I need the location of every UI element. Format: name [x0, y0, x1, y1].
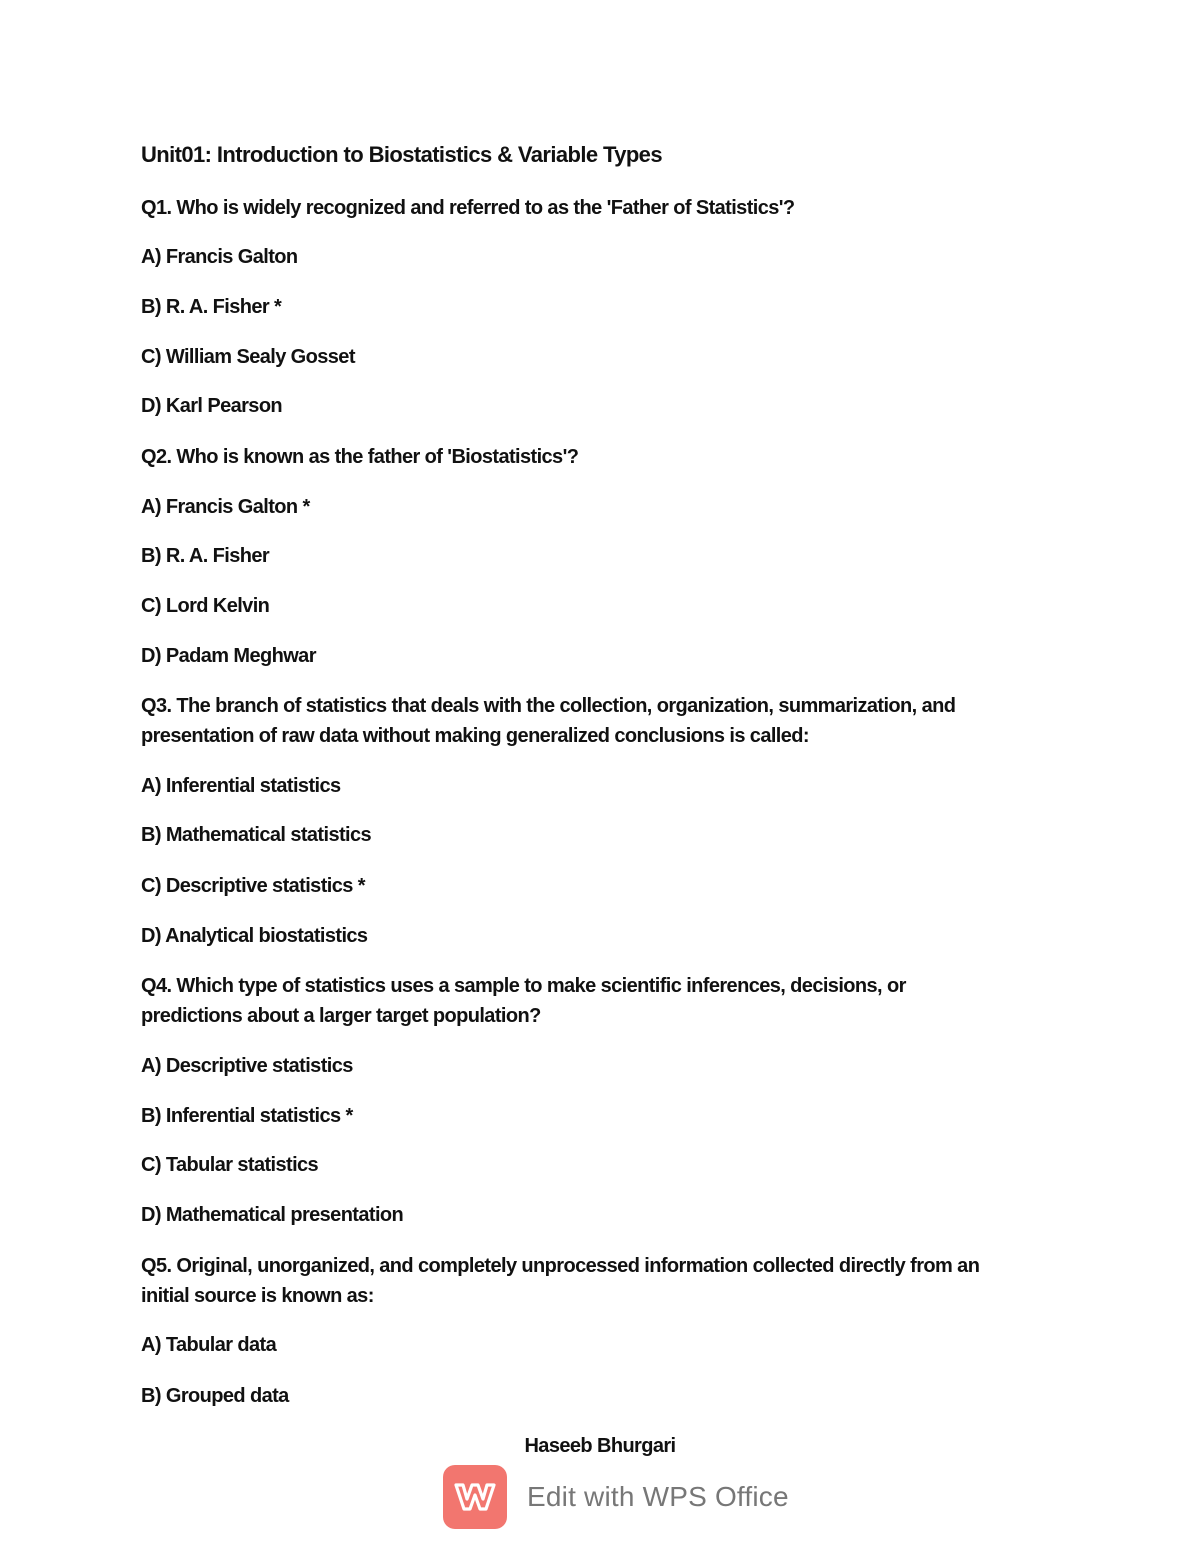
question-1: Q1. Who is widely recognized and referred to as the 'Father of Statistics'?: [141, 197, 795, 219]
wps-watermark[interactable]: [443, 1465, 789, 1529]
option-line: A) Tabular data: [141, 1334, 277, 1356]
document-page: [141, 0, 1041, 1553]
option-line: C) Tabular statistics: [141, 1154, 319, 1176]
question-5-continued: initial source is known as:: [141, 1285, 374, 1307]
footer-author-name: Haseeb Bhurgari: [524, 1435, 676, 1457]
question-4-continued: predictions about a larger target population?: [141, 1005, 541, 1027]
question-2: Q2. Who is known as the father of 'Biostatistics'?: [141, 446, 579, 468]
option-line: A) Francis Galton *: [141, 496, 310, 518]
option-line: B) Mathematical statistics: [141, 824, 372, 846]
wps-watermark-text[interactable]: Edit with WPS Office: [527, 1481, 789, 1512]
option-line: B) R. A. Fisher *: [141, 296, 282, 318]
option-line: C) Descriptive statistics *: [141, 875, 365, 897]
option-line: B) Grouped data: [141, 1385, 289, 1407]
option-line: D) Padam Meghwar: [141, 645, 316, 667]
document-title: Unit01: Introduction to Biostatistics & Variable Types: [141, 142, 662, 167]
wps-logo-icon[interactable]: [443, 1465, 507, 1529]
option-line: A) Francis Galton: [141, 246, 298, 268]
option-line: C) Lord Kelvin: [141, 595, 270, 617]
question-5: Q5. Original, unorganized, and completely unprocessed information collected directly from an: [141, 1255, 980, 1277]
option-line: C) William Sealy Gosset: [141, 346, 355, 368]
question-3: Q3. The branch of statistics that deals with the collection, organization, summarization, and: [141, 695, 956, 717]
option-line: D) Mathematical presentation: [141, 1204, 404, 1226]
option-line: D) Karl Pearson: [141, 395, 283, 417]
option-line: B) Inferential statistics *: [141, 1105, 353, 1127]
option-line: D) Analytical biostatistics: [141, 925, 368, 947]
question-4: Q4. Which type of statistics uses a sample to make scientific inferences, decisions, or: [141, 975, 906, 997]
option-line: B) R. A. Fisher: [141, 545, 270, 567]
option-line: A) Inferential statistics: [141, 775, 341, 797]
option-line: A) Descriptive statistics: [141, 1055, 353, 1077]
question-3-continued: presentation of raw data without making generalized conclusions is called:: [141, 725, 809, 747]
